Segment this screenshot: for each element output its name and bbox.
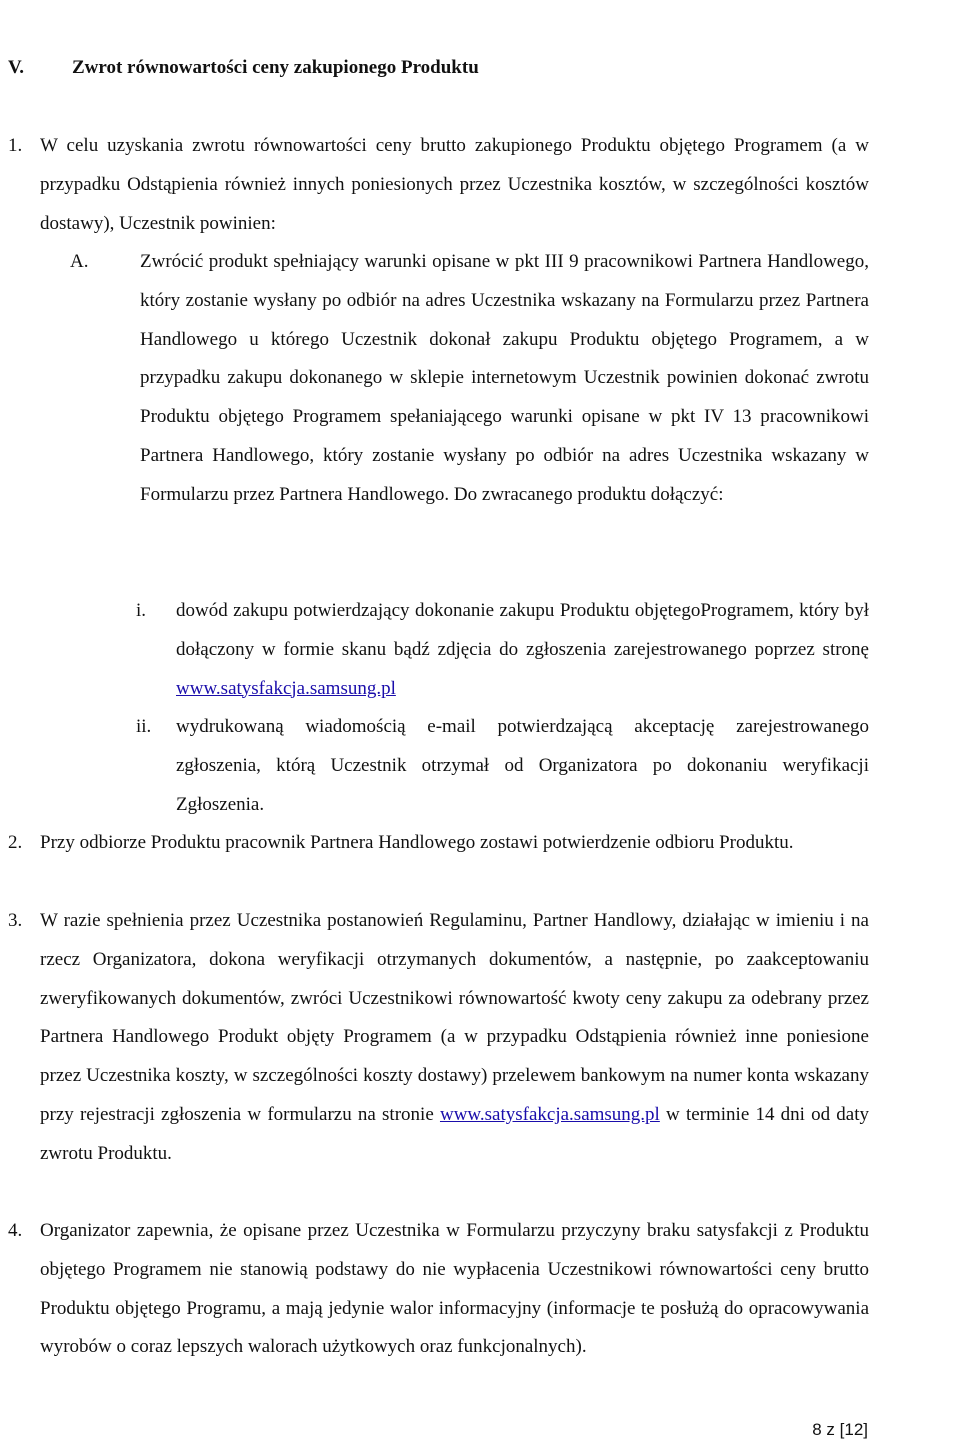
list-item-2 bbox=[8, 824, 869, 863]
list-marker: 1. bbox=[8, 135, 23, 156]
section-number: V. bbox=[8, 57, 25, 78]
list-item-text: W celu uzyskania zwrotu równowartości ceny brutto zakupionego Produktu objętego Programem (a w przypadku Odstąpienia również innych poniesionych przez Uczestnika kosztów, w szczególności kosztów dostawy), Uczestnik powinien: bbox=[40, 135, 869, 234]
list-item-4 bbox=[8, 1212, 869, 1367]
sub-item-text: dowód zakupu potwierdzający dokonanie zakupu Produktu objętegoProgramem, który był dołączony w formie skanu bądź zdjęcia do zgłoszenia zarejestrowanego poprzez stronę bbox=[176, 600, 869, 660]
list-item-3 bbox=[8, 902, 870, 1174]
sub-item-a bbox=[70, 243, 869, 515]
list-item-text: W razie spełnienia przez Uczestnika postanowień Regulaminu, Partner Handlowy, działając w imieniu i na rzecz Organizatora, dokona weryfikacji otrzymanych dokumentów, a następnie, po zaakceptowaniu zweryfikowanych dokumentów, zwróci Uczestnikowi równowartość kwoty ceny zakupu za odebrany przez Partnera Handlowego Produkt objęty Programem (a w przypadku Odstąpienia również inne poniesione przez Uczestnika koszty, w szczególności koszty dostawy) przelewem bankowym na numer konta wskazany przy rejestracji zgłoszenia w formularzu na stronie bbox=[40, 910, 869, 1125]
sub-marker: A. bbox=[70, 251, 89, 272]
list-item-text: Przy odbiorze Produktu pracownik Partnera Handlowego zostawi potwierdzenie odbioru Produktu. bbox=[40, 832, 794, 853]
list-item-text-after: w terminie 14 dni od daty zwrotu Produktu. bbox=[40, 1103, 870, 1164]
website-link[interactable]: www.satysfakcja.samsung.pl bbox=[439, 1103, 660, 1125]
website-link[interactable]: www.satysfakcja.samsung.pl bbox=[176, 677, 396, 699]
sub-item-text: Zwrócić produkt spełniający warunki opisane w pkt III 9 pracownikowi Partnera Handlowego, który zostanie wysłany po odbiór na adres Uczestnika wskazany na Formularzu przez Partnera Handlowego u którego Uczestnik dokonał zakupu Produktu objętego Programem, a w przypadku zakupu dokonanego w sklepie internetowym Uczestnik powinien dokonać zwrotu Produktu objętego Programem spełaniającego warunki opisane w pkt IV 13 pracownikowi Partnera Handlowego, który zostanie wysłany po odbiór na adres Uczestnika wskazany w Formularzu przez Partnera Handlowego. Do zwracanego produktu dołączyć: bbox=[140, 251, 869, 505]
section-title: Zwrot równowartości ceny zakupionego Produktu bbox=[72, 57, 479, 78]
list-marker: 3. bbox=[8, 910, 23, 931]
sub-marker: i. bbox=[136, 600, 147, 621]
list-marker: 4. bbox=[8, 1220, 23, 1241]
section-heading bbox=[8, 57, 479, 79]
list-item-text: Organizator zapewnia, że opisane przez Uczestnika w Formularzu przyczyny braku satysfakcji z Produktu objętego Programem nie stanowią podstawy do nie wypłacenia Uczestnikowi równowartości ceny brutto Produktu objętego Programu, a mają jedynie walor informacyjny (informacje te posłużą do opracowywania wyrobów o coraz lepszych walorach użytkowych oraz funkcjonalnych). bbox=[40, 1220, 869, 1358]
page-number: 8 z [12] bbox=[812, 1420, 868, 1439]
sub-item-ii bbox=[136, 708, 869, 824]
sub-marker: ii. bbox=[136, 716, 152, 737]
sub-item-i bbox=[136, 592, 869, 708]
sub-item-text: wydrukowaną wiadomością e-mail potwierdzającą akceptację zarejestrowanego zgłoszenia, którą Uczestnik otrzymał od Organizatora po dokonaniu weryfikacji Zgłoszenia. bbox=[176, 716, 869, 815]
list-marker: 2. bbox=[8, 832, 23, 853]
list-item-1 bbox=[8, 127, 869, 243]
